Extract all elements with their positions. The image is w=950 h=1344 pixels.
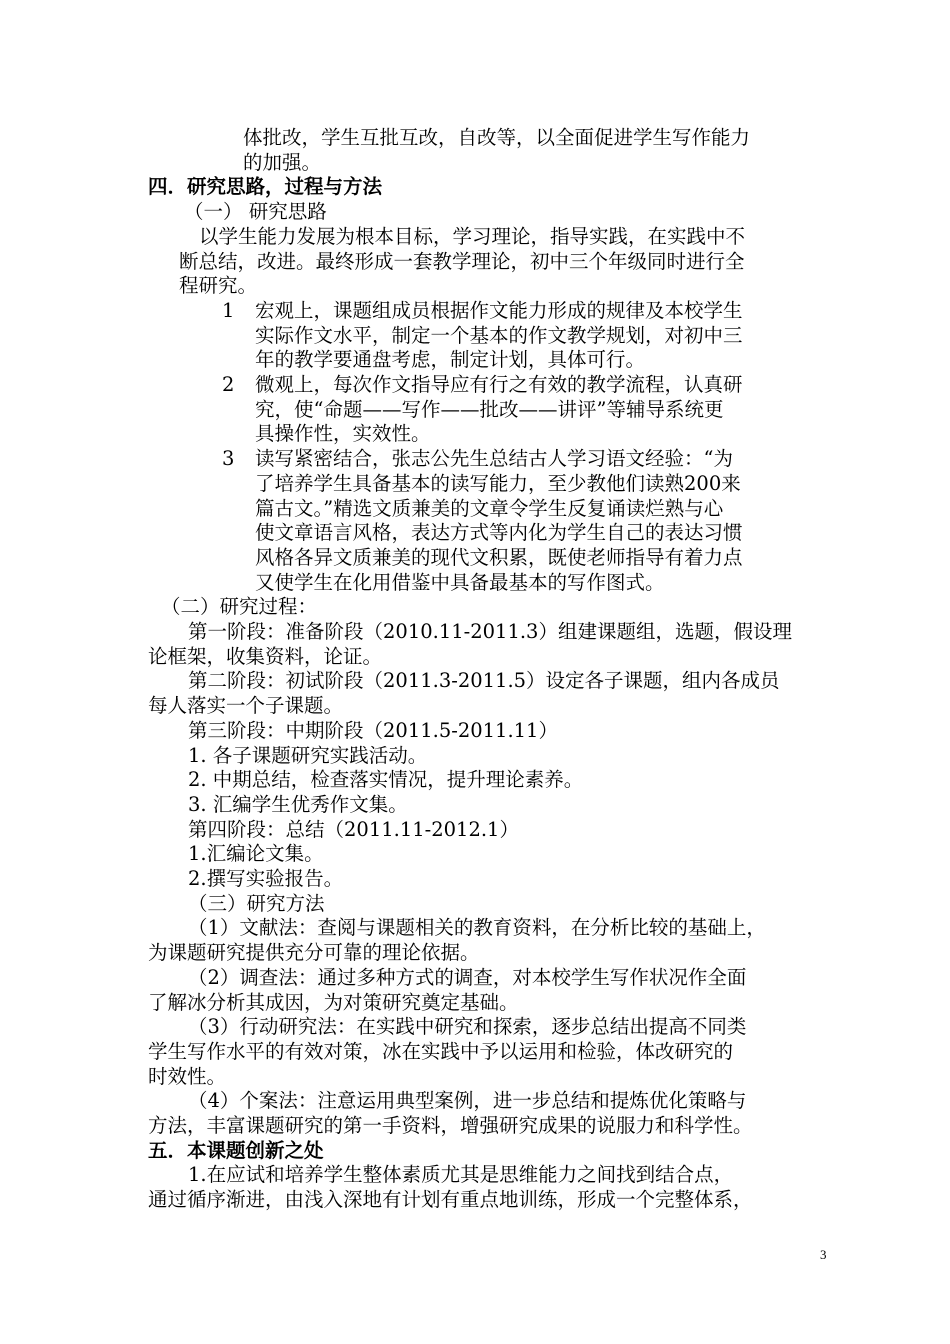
text-line: 2.撰写实验报告。: [188, 867, 344, 890]
text-line: 第四阶段：总结（2011.11-2012.1）: [188, 817, 519, 841]
text-line: 年的教学要通盘考虑，制定计划，具体可行。: [255, 348, 646, 372]
text-line: 以学生能力发展为根本目标，学习理论，指导实践，在实践中不: [199, 224, 746, 248]
text-line: 为课题研究提供充分可靠的理论依据。: [148, 941, 480, 965]
text-line: 体批改，学生互批互改，自改等，以全面促进学生写作能力: [243, 126, 751, 149]
text-line: 方法，丰富课题研究的第一手资料，增强研究成果的说服力和科学性。: [148, 1114, 753, 1137]
text-line: （一） 研究思路: [184, 200, 327, 224]
list-number: 2: [222, 373, 235, 396]
text-line: 篇古文。”精选文质兼美的文章令学生反复诵读烂熟与心: [255, 496, 724, 520]
text-line: 学生写作水平的有效对策，冰在实践中予以运用和检验，体改研究的: [148, 1039, 734, 1063]
page-number: 3: [820, 1247, 827, 1262]
text-line: （三）研究方法: [188, 891, 325, 915]
text-line: 具操作性，实效性。: [255, 422, 431, 446]
text-line: 2. 中期总结，检查落实情况，提升理论素养。: [188, 768, 584, 792]
text-line: （二）研究过程：: [161, 595, 318, 619]
text-line: （2）调查法：通过多种方式的调查，对本校学生写作状况作全面: [188, 965, 747, 989]
text-line: 1. 各子课题研究实践活动。: [188, 743, 428, 767]
text-line: 了培养学生具备基本的读写能力，至少教他们读熟200来: [255, 471, 741, 495]
text-line: 实际作文水平，制定一个基本的作文教学规划，对初中三: [255, 323, 743, 347]
list-number: 3: [222, 447, 235, 471]
text-line: 第二阶段：初试阶段（2011.3-2011.5）设定各子课题，组内各成员: [188, 669, 780, 693]
text-line: 3. 汇编学生优秀作文集。: [188, 792, 408, 816]
section-heading: 四．研究思路，过程与方法: [148, 175, 383, 199]
text-line: 通过循序渐进，由浅入深地有计划有重点地训练，形成一个完整体系，: [148, 1188, 753, 1212]
text-line: （4）个案法：注意运用典型案例，进一步总结和提炼优化策略与: [188, 1089, 747, 1113]
text-line: 使文章语言风格，表达方式等内化为学生自己的表达习惯: [255, 521, 743, 545]
text-line: 每人落实一个子课题。: [148, 694, 344, 718]
text-line: 程研究。: [179, 274, 258, 298]
text-line: 风格各异文质兼美的现代文积累，既使老师指导有着力点: [255, 545, 743, 569]
text-line: 断总结，改进。最终形成一套教学理论，初中三个年级同时进行全: [179, 249, 745, 273]
text-line: 1.在应试和培养学生整体素质尤其是思维能力之间找到结合点，: [188, 1163, 734, 1187]
text-line: 究，使“命题——写作——批改——讲评”等辅导系统更: [255, 397, 724, 421]
text-line: （3）行动研究法：在实践中研究和探索，逐步总结出提高不同类: [188, 1015, 747, 1039]
text-line: （1）文献法：查阅与课题相关的教育资料，在分析比较的基础上，: [188, 916, 766, 940]
text-line: 第三阶段：中期阶段（2011.5-2011.11）: [188, 718, 558, 742]
text-line: 1.汇编论文集。: [188, 842, 324, 866]
text-line: 又使学生在化用借鉴中具备最基本的写作图式。: [255, 570, 665, 594]
text-line: 论框架，收集资料，论证。: [148, 644, 383, 668]
text-line: 的加强。: [243, 150, 322, 174]
list-number: 1: [222, 298, 235, 322]
text-line: 时效性。: [148, 1064, 227, 1088]
text-line: 微观上，每次作文指导应有行之有效的教学流程，认真研: [255, 373, 743, 396]
text-line: 了解冰分析其成因，为对策研究奠定基础。: [148, 990, 519, 1014]
text-line: 宏观上，课题组成员根据作文能力形成的规律及本校学生: [255, 298, 743, 322]
text-line: 读写紧密结合，张志公先生总结古人学习语文经验：“为: [255, 447, 733, 471]
text-line: 第一阶段：准备阶段（2010.11-2011.3）组建课题组，选题，假设理: [188, 620, 792, 643]
section-heading: 五．本课题创新之处: [148, 1138, 324, 1162]
